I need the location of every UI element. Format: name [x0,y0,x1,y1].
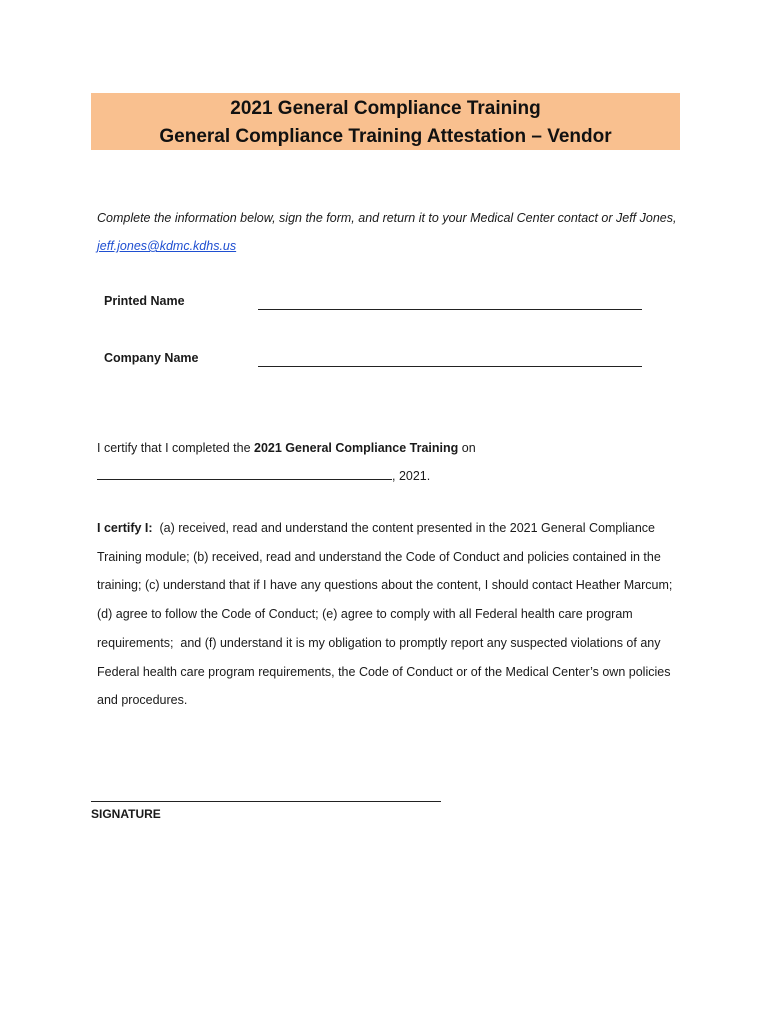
signature-line[interactable] [91,801,441,802]
title-banner [91,93,680,150]
company-name-line[interactable] [258,352,642,367]
certify-prefix: I certify that I completed the [97,441,255,455]
intro-text: Complete the information below, sign the form, and return it to your Medical Center contact or Jeff Jones, [97,211,677,225]
certify-completion [97,434,697,490]
training-name: 2021 General Compliance Training [254,441,459,455]
title-line-2: General Compliance Training Attestation – Vendor [159,126,612,147]
certify-statement [97,514,682,715]
completion-date-line[interactable] [97,467,392,480]
title-line-1: 2021 General Compliance Training [230,98,541,119]
signature-label: SIGNATURE [91,807,161,821]
certify-body: (a) received, read and understand the content presented in the 2021 General Compliance Training module; (b) received, read and understand the Code of Conduct and policies contained in the training; (c) understand that if I have any questions about the content, I should contact Heather Marcum; (d) agree to follow the Code of Conduct; (e) agree to comply with all Federal health care program requirements; and (f) understand it is my obligation to promptly report any suspected violations of any Federal health care program requirements, the Code of Conduct or of the Medical Center’s own policies and procedures. [97,521,676,708]
certify-suffix: on [458,441,476,455]
certify-lead: I certify I: [97,521,153,535]
printed-name-label: Printed Name [104,294,185,308]
year-suffix: , 2021. [392,469,431,483]
intro-instructions [97,204,697,260]
printed-name-line[interactable] [258,295,642,310]
company-name-label: Company Name [104,351,199,365]
email-link[interactable]: jeff.jones@kdmc.kdhs.us [97,239,237,253]
